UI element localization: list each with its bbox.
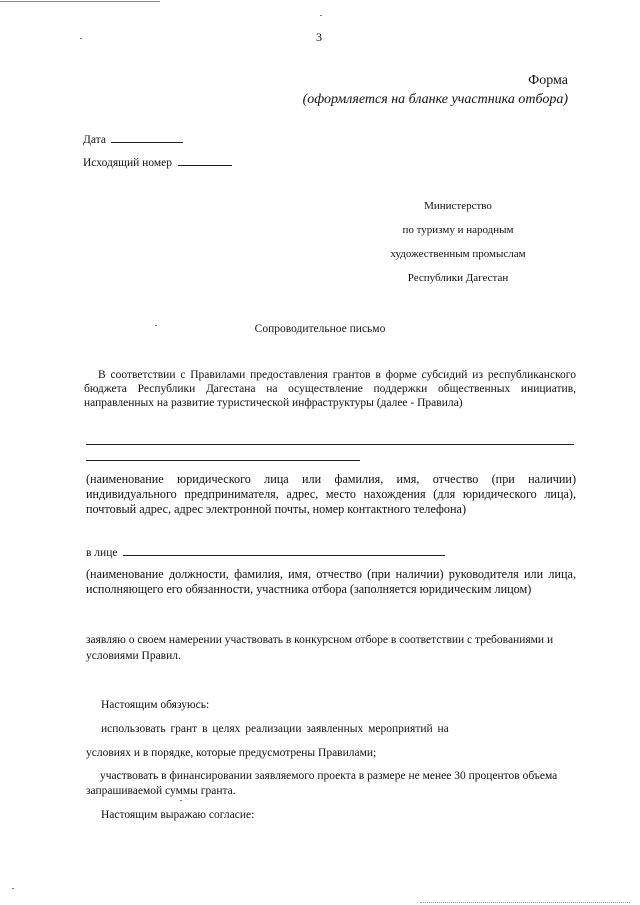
outgoing-row: [83, 155, 232, 169]
recipient-line-1: Министерство: [424, 200, 492, 212]
applicant-note: (наименование юридического лица или фамилия, имя, отчество (при наличии) индивидуального предпринимателя, адрес, место нахождения (для юридического лица), почтовый адрес, адрес электронной почты, номер контактного телефона): [86, 472, 576, 516]
date-label: Дата: [83, 134, 106, 146]
in-person-field-line[interactable]: [123, 545, 445, 556]
oblige-item-1-line-1: использовать грант в целях реализации заявленных мероприятий на: [101, 723, 449, 735]
top-scan-line: [0, 1, 160, 2]
letter-title: Сопроводительное письмо: [254, 323, 386, 335]
form-label: Форма: [528, 73, 568, 88]
consent-heading: Настоящим выражаю согласие:: [101, 809, 255, 821]
recipient-line-4: Республики Дагестан: [407, 272, 509, 284]
declaration-paragraph: заявляю о своем намерении участвовать в конкурсном отборе в соответствии с требованиями и условиями Правил.: [86, 634, 554, 662]
oblige-heading: Настоящим обязуюсь:: [101, 699, 210, 711]
applicant-field-line-2[interactable]: [86, 460, 360, 461]
outgoing-number-label: Исходящий номер: [83, 157, 172, 169]
recipient-line-2: по туризму и народным: [402, 224, 514, 236]
date-field-line[interactable]: [111, 132, 183, 143]
scan-speck: [180, 800, 182, 801]
intro-paragraph: В соответствии с Правилами предоставления грантов в форме субсидий из республиканского бюджета Республики Дагестана на осуществление поддержки общественных инициатив, направленных на развитие туристической инфраструктуры (далее - Правила): [84, 369, 576, 409]
page-number: 3: [316, 30, 322, 44]
date-row: [83, 132, 183, 146]
recipient-line-3: художественным промыслам: [390, 248, 526, 260]
scan-speck: [12, 888, 14, 889]
in-person-row: [86, 545, 445, 559]
outgoing-number-field-line[interactable]: [178, 155, 232, 166]
oblige-item-1-line-2: условиях и в порядке, которые предусмотрены Правилами;: [86, 747, 377, 759]
bottom-scan-line: [420, 902, 630, 903]
applicant-field-line-1[interactable]: [86, 444, 574, 445]
scan-speck: [320, 15, 322, 16]
form-note: (оформляется на бланке участника отбора): [302, 92, 568, 107]
scan-speck: [80, 38, 82, 39]
in-person-label: в лице: [86, 547, 118, 559]
head-note: (наименование должности, фамилия, имя, отчество (при наличии) руководителя или лица, исполняющего его обязанности, участника отбора (заполняется юридическим лицом): [86, 567, 576, 596]
oblige-item-2: участвовать в финансировании заявляемого проекта в размере не менее 30 процентов объема запрашиваемой суммы гранта.: [86, 770, 558, 797]
